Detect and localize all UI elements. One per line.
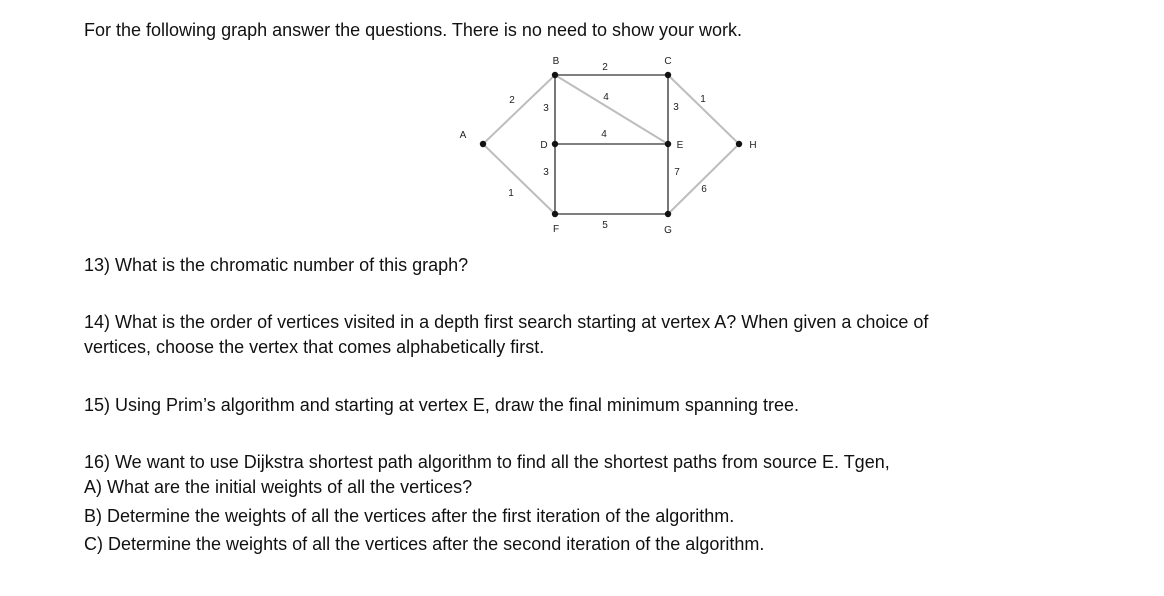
edge-weight-bd: 3 <box>543 103 549 114</box>
question-16-part-a: A) What are the initial weights of all the vertices? <box>84 477 473 497</box>
vertex-e <box>665 141 671 147</box>
vertex-b <box>552 72 558 78</box>
edge-weight-ch: 1 <box>700 94 706 105</box>
edge-weight-gh: 6 <box>701 184 707 195</box>
vertex-f <box>552 211 558 217</box>
question-16-part-c: C) Determine the weights of all the vertices after the second iteration of the algorithm. <box>84 534 765 554</box>
vertex-label-d: D <box>540 140 548 151</box>
edge-weight-ce: 3 <box>673 102 679 113</box>
vertex-label-f: F <box>552 224 560 235</box>
edge-weight-be: 4 <box>603 92 609 103</box>
vertex-d <box>552 141 558 147</box>
edge-weight-fg: 5 <box>602 220 608 231</box>
edge-weight-ab: 2 <box>509 95 515 106</box>
vertex-label-g: G <box>664 225 672 236</box>
vertex-h <box>736 141 742 147</box>
vertex-label-a: A <box>459 130 467 141</box>
edge-gh <box>668 144 739 214</box>
question-16-intro: 16) We want to use Dijkstra shortest path algorithm to find all the shortest paths from source E. Tgen, <box>84 452 890 472</box>
instructions-text: For the following graph answer the questions. There is no need to show your work. <box>84 20 743 40</box>
question-13: 13) What is the chromatic number of this graph? <box>84 255 469 275</box>
vertex-c <box>665 72 671 78</box>
question-16-part-b: B) Determine the weights of all the vertices after the first iteration of the algorithm. <box>84 506 735 526</box>
vertex-g <box>665 211 671 217</box>
question-14-line-1: 14) What is the order of vertices visited in a depth first search starting at vertex A? When given a choice of <box>84 312 929 332</box>
edge-weight-af: 1 <box>508 188 514 199</box>
vertex-a <box>480 141 486 147</box>
vertex-label-h: H <box>749 140 757 151</box>
weighted-graph-diagram <box>440 48 780 238</box>
edge-weight-de: 4 <box>601 129 607 140</box>
edge-weight-bc: 2 <box>602 62 608 73</box>
edge-af <box>483 144 555 214</box>
question-15: 15) Using Prim’s algorithm and starting at vertex E, draw the final minimum spanning tree. <box>84 395 799 415</box>
vertex-label-e: E <box>676 140 684 151</box>
edge-be <box>555 75 668 144</box>
vertex-label-c: C <box>664 56 672 67</box>
edge-weight-df: 3 <box>543 167 549 178</box>
vertex-label-b: B <box>552 56 560 67</box>
edge-weight-eg: 7 <box>674 167 680 178</box>
question-14-line-2: vertices, choose the vertex that comes alphabetically first. <box>84 337 545 357</box>
